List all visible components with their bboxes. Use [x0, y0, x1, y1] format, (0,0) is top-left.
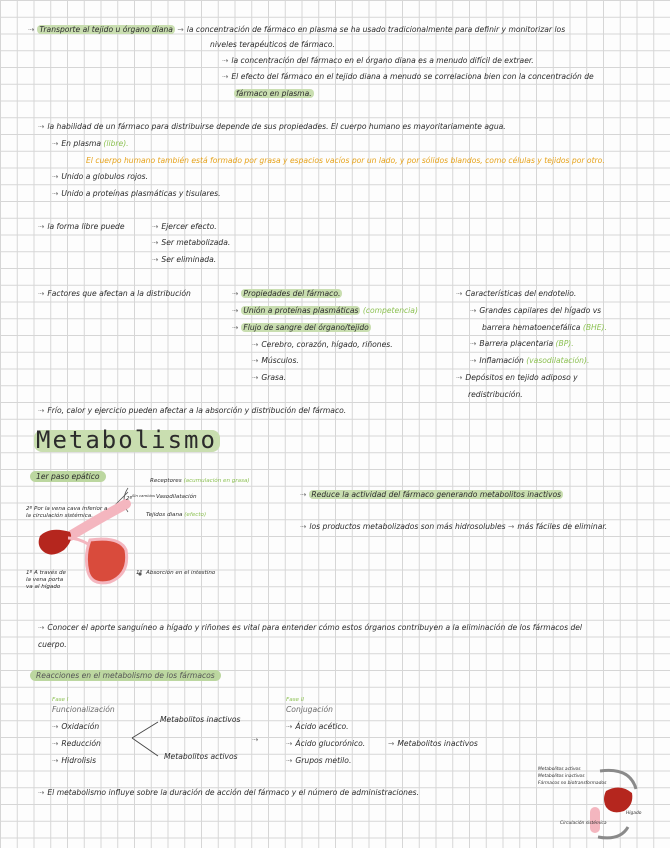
proteins-line [52, 189, 221, 199]
final-line [38, 788, 419, 798]
p1-2 [52, 739, 101, 749]
arrow-icon: ⇢ [222, 72, 229, 81]
arrow-icon: ⇢ [28, 25, 35, 34]
p2-1 [286, 722, 349, 732]
albumin-line [52, 172, 148, 182]
arrow-icon: ⇢ [286, 722, 293, 731]
deposits-text: Depósitos en tejido adiposo y [465, 373, 578, 382]
transport-bullet-2-end: fármaco en plasma. [236, 89, 312, 98]
free-2 [152, 238, 230, 248]
p1-1-text: Oxidación [61, 722, 100, 731]
p1-1 [52, 722, 99, 732]
p2-2-text: Ácido glucorónico. [295, 739, 366, 748]
d-receptors [150, 478, 250, 485]
p1-3 [52, 756, 96, 766]
transport-bullet-2 [222, 72, 594, 82]
plasma-text: En plasma [61, 139, 101, 148]
c-active: Metabolitos activos [538, 767, 581, 772]
orange-note: El cuerpo humano también está formado por grasa y espacios vacíos por un lado, y por sólidos blandos, como células y tejidos por otro. [86, 156, 605, 165]
arrow-icon: ⇢ [222, 56, 229, 65]
arrow-icon: ⇢ [52, 722, 59, 731]
c-circ: Circulación sistémica [560, 821, 607, 826]
arrow-icon: ⇢ [252, 356, 259, 365]
arrow-icon: ⇢ [286, 756, 293, 765]
arrow-icon: ⇢ [300, 522, 307, 531]
transport-bullet-1 [222, 56, 534, 66]
endo-2-note: (BP). [555, 339, 574, 348]
d-tissue-text: Tejidos diana [146, 512, 183, 518]
endo-1b-note: (BHE). [582, 323, 607, 332]
arrow-icon: → [508, 522, 515, 531]
metab-2 [300, 522, 607, 532]
blood-supply-text: Conocer el aporte sanguíneo a hígado y riñones es vital para entender cómo estos órganos contribuyen a la eliminación de los fármacos del [47, 623, 583, 632]
factor-3b [252, 356, 299, 366]
reactions-text: Reacciones en el metabolismo de los fármacos [30, 670, 221, 681]
arrow-icon: ⇢ [232, 306, 239, 315]
arrow-icon: ⇢ [38, 122, 45, 131]
arrow-icon: ⇢ [152, 222, 159, 231]
transport-line [28, 25, 565, 35]
c-liver: Hígado [626, 811, 642, 816]
arrow-icon: ⇢ [38, 222, 45, 231]
brace-down [132, 738, 158, 756]
metab-1 [300, 490, 563, 500]
p2-3-text: Grupos metilo. [295, 756, 352, 765]
arrow-icon: ⇢ [52, 756, 59, 765]
liver-icon [604, 787, 632, 812]
factor-2-text: Unión a proteínas plasmáticas [243, 306, 359, 315]
arrow-icon: ⇢ [300, 490, 307, 499]
arrow-icon: → [388, 739, 395, 748]
arrow-icon: ⇢ [38, 788, 45, 797]
phase1-name: Funcionalización [52, 705, 115, 714]
phase-arrow [252, 735, 261, 745]
arrow-icon: ⇢ [456, 289, 463, 298]
transport-bullet-2-text: El efecto del fármaco en el tejido diana a menudo se correlaciona bien con la concentración de [231, 72, 594, 81]
liver-icon [39, 530, 71, 555]
metab-2-text: los productos metabolizados son más hidrosolubles [309, 522, 506, 531]
arrow-icon: ⇢ [252, 340, 259, 349]
factors-line [38, 289, 191, 299]
factors-label: Factores que afectan a la distribución [47, 289, 191, 298]
blood-supply-2: cuerpo. [38, 640, 67, 649]
met-inactive: Metabolitos inactivos [160, 715, 241, 724]
metab-2-end: más fáciles de eliminar. [517, 522, 608, 531]
transport-heading: Transporte al tejido u órgano diana [39, 25, 173, 34]
arrow-icon: ⇢ [252, 373, 259, 382]
p2-1-text: Ácido acético. [295, 722, 349, 731]
arrow-icon: ⇢ [252, 735, 259, 744]
factor-3c-text: Grasa. [261, 373, 287, 382]
free-3 [152, 255, 216, 265]
c-drug: Fármacos no biotransformados [538, 781, 607, 786]
factor-2-note: (competencia) [362, 306, 418, 315]
free-2-text: Ser metabolizada. [161, 238, 231, 247]
factor-3a-text: Cerebro, corazón, hígado, riñones. [261, 340, 393, 349]
arrow-icon: ⇢ [470, 306, 477, 315]
arrow-icon: ⇢ [52, 739, 59, 748]
d-absorb: Absorción en el intestino [146, 570, 216, 576]
d-tiny: Sin cambios [132, 493, 155, 498]
d-first: 1º [136, 570, 143, 576]
arrow-icon: ⇢ [456, 373, 463, 382]
arrow-icon: ⇢ [52, 139, 59, 148]
p2-2 [286, 739, 365, 749]
endothelium [456, 289, 576, 299]
factor-1 [232, 289, 342, 299]
factor-3b-text: Músculos. [261, 356, 299, 365]
proteins-text: Unido a proteínas plasmáticas y tisulares. [61, 189, 221, 198]
free-form-line [38, 222, 125, 232]
free-form-text: la forma libre puede [47, 222, 125, 231]
plasma-line [52, 139, 129, 149]
arrow-icon: ⇢ [38, 406, 45, 415]
distribution-intro [38, 122, 506, 132]
deposits-2: redistribución. [468, 390, 523, 399]
endo-3 [470, 356, 589, 366]
phase1-label: Fase I [52, 697, 69, 703]
arrow-icon: ⇢ [52, 172, 59, 181]
transport-bullet-1-text: la concentración del fármaco en el órgano diana es a menudo difícil de extraer. [231, 56, 534, 65]
arrow-icon: ⇢ [38, 623, 45, 632]
endo-2-text: Barrera placentaria [479, 339, 554, 348]
endo-1b-text: barrera hematoencefálica [482, 323, 581, 332]
cycle-arrow-bottom [598, 827, 628, 838]
factor-3c [252, 373, 286, 383]
first-pass-text: 1er paso epático [30, 471, 106, 482]
free-1-text: Ejercer efecto. [161, 222, 217, 231]
phase2-label: Fase II [286, 697, 305, 703]
arrow-icon: ⇢ [286, 739, 293, 748]
plasma-note: (libre). [103, 139, 129, 148]
arrow-icon: ⇢ [470, 339, 477, 348]
brace-up [132, 722, 158, 738]
arrow-icon: ⇢ [152, 255, 159, 264]
reactions-label [30, 671, 221, 681]
d-vaso: Vasodilatación [156, 494, 197, 500]
p2-result [388, 739, 478, 749]
intestine-icon [86, 539, 126, 583]
blood-supply [38, 623, 582, 633]
p1-2-text: Reducción [61, 739, 101, 748]
d-left-2: 1º A través de la vena porta va al hígado [26, 570, 66, 590]
endothelium-text: Características del endotelio. [465, 289, 577, 298]
final-text: El metabolismo influye sobre la duración de acción del fármaco y el número de administraciones. [47, 788, 420, 797]
arrow-icon: ⇢ [38, 289, 45, 298]
factor-1-text: Propiedades del fármaco. [243, 289, 341, 298]
d-receptors-text: Receptores [150, 478, 182, 484]
arrow-icon: → [177, 25, 184, 34]
vessel-line [68, 538, 88, 544]
free-1 [152, 222, 217, 232]
transport-text: la concentración de fármaco en plasma se ha usado tradicionalmente para definir y monitorizar los [186, 25, 566, 34]
p2-3 [286, 756, 351, 766]
arrow-icon: ⇢ [52, 189, 59, 198]
metab-1-text: Reduce la actividad del fármaco generando metabolitos inactivos [311, 490, 562, 499]
factor-3-text: Flujo de sangre del órgano/tejido [243, 323, 369, 332]
d-tissue [146, 512, 206, 519]
d-receptors-note: (acumulación en grasa) [183, 478, 250, 484]
free-3-text: Ser eliminada. [161, 255, 217, 264]
endo-3-text: Inflamación [479, 356, 524, 365]
phase2-name: Conjugación [286, 705, 333, 714]
c-inactive: Metabolitos inactivos [538, 774, 585, 779]
d-left-1: 2º Por la vena cava inferior a la circulación sistémica. [26, 506, 108, 519]
factor-3 [232, 323, 371, 333]
endo-2 [470, 339, 574, 349]
p1-3-text: Hidrolisis [61, 756, 97, 765]
arrow-icon: ⇢ [232, 289, 239, 298]
transport-text-2: niveles terapéuticos de fármaco. [210, 40, 335, 49]
distribution-intro-text: la habilidad de un fármaco para distribuirse depende de sus propiedades. El cuerpo humano es mayoritariamente agua. [47, 122, 506, 131]
arrow-icon: ⇢ [152, 238, 159, 247]
deposits [456, 373, 578, 383]
arrow-icon: ⇢ [470, 356, 477, 365]
transport-bullet-2b [234, 89, 314, 99]
met-active: Metabolitos activos [164, 752, 238, 761]
endo-3-note: (vasodilatación). [526, 356, 590, 365]
endo-1 [470, 306, 601, 316]
albumin-text: Unido a globulos rojos. [61, 172, 149, 181]
endo-1b [482, 323, 607, 333]
temperature-text: Frío, calor y ejercicio pueden afectar a la absorción y distribución del fármaco. [47, 406, 347, 415]
d-second: 2º [126, 496, 133, 502]
p2-result-text: Metabolitos inactivos [397, 739, 478, 748]
factor-3a [252, 340, 393, 350]
page-title: Metabolismo [36, 426, 217, 454]
endo-1-text: Grandes capilares del hígado vs [479, 306, 602, 315]
d-tissue-note: (efecto) [184, 512, 207, 518]
factor-2 [232, 306, 418, 316]
arrow-icon: ⇢ [232, 323, 239, 332]
temperature-line [38, 406, 346, 416]
